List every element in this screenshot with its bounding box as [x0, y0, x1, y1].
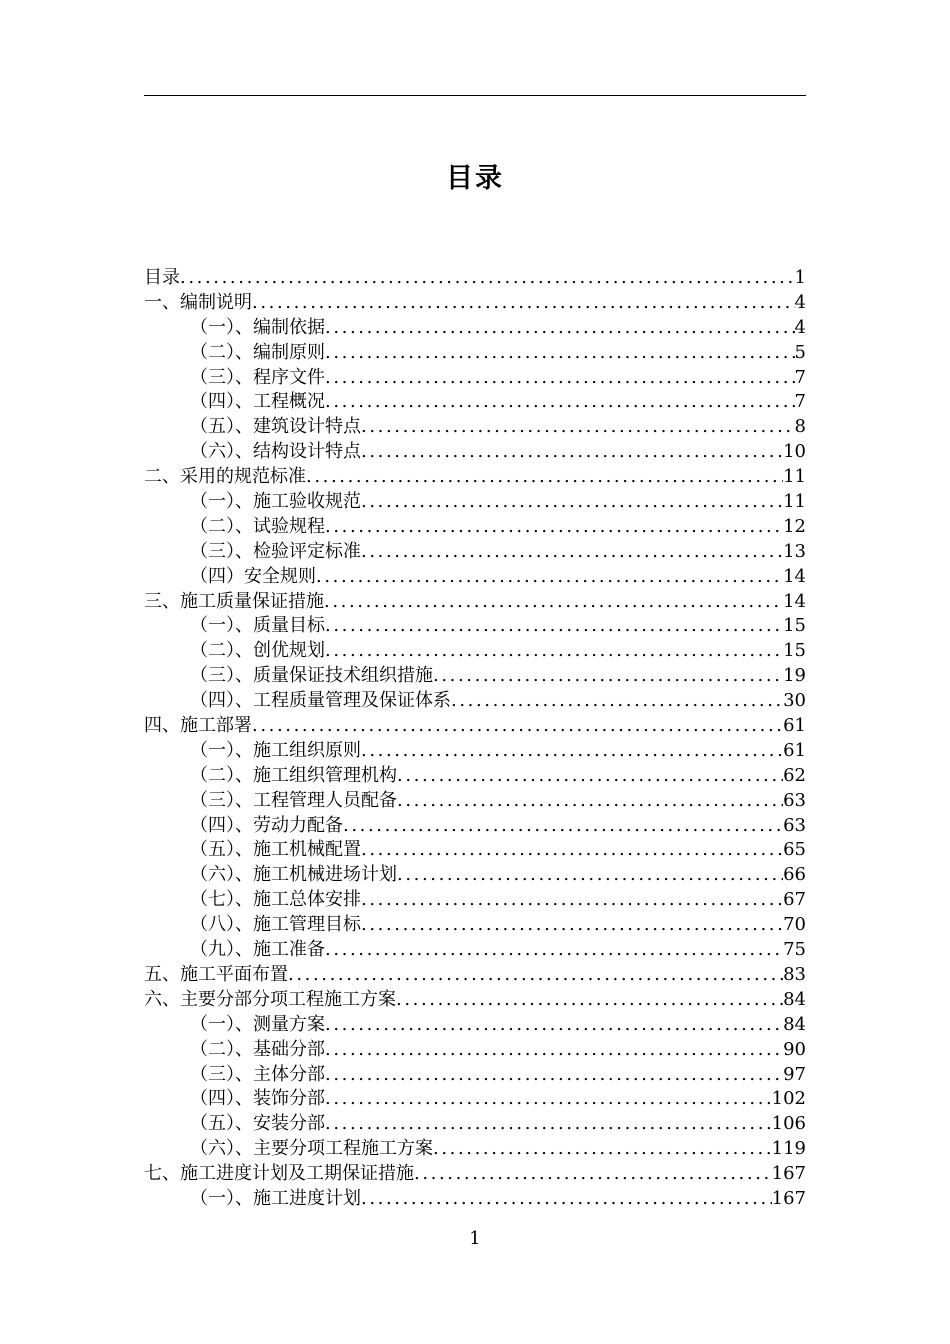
toc-entry-text: （七）、施工总体安排 — [190, 889, 361, 911]
toc-entry[interactable] — [144, 465, 806, 490]
toc-entry-text: （二）、施工组织管理机构 — [190, 764, 397, 786]
toc-entry[interactable] — [144, 291, 806, 316]
toc-entry[interactable] — [144, 938, 806, 963]
toc-entry-text: 七、施工进度计划及工期保证措施 — [144, 1163, 414, 1185]
toc-entry[interactable] — [144, 888, 806, 913]
toc-entry-page: 106 — [771, 1113, 806, 1135]
toc-entry-page: 70 — [783, 914, 806, 936]
toc-entry[interactable] — [144, 863, 806, 888]
toc-entry-text: （六）、结构设计特点 — [190, 441, 361, 463]
toc-entry-text: （三）、检验评定标准 — [190, 540, 361, 562]
toc-entry-text: （八）、施工管理目标 — [190, 914, 361, 936]
toc-entry[interactable] — [144, 590, 806, 615]
toc-entry[interactable] — [144, 714, 806, 739]
toc-entry[interactable] — [144, 639, 806, 664]
toc-dot-leader — [361, 540, 783, 565]
toc-entry-page: 167 — [771, 1163, 806, 1185]
toc-dot-leader — [397, 789, 783, 814]
toc-dot-leader — [325, 614, 783, 639]
toc-entry-page: 5 — [794, 341, 806, 363]
toc-entry-page: 30 — [783, 690, 806, 712]
toc-entry-text: （九）、施工准备 — [190, 939, 325, 961]
toc-entry[interactable] — [144, 1162, 806, 1187]
toc-entry-text: （二）、编制原则 — [190, 341, 325, 363]
toc-entry[interactable] — [144, 316, 806, 341]
toc-entry-text: （一）、编制依据 — [190, 316, 325, 338]
toc-entry-page: 90 — [783, 1038, 806, 1060]
toc-entry-page: 14 — [783, 590, 806, 612]
toc-entry-page: 11 — [783, 466, 806, 488]
toc-dot-leader — [361, 1187, 772, 1212]
toc-entry-text: （四）、劳动力配备 — [190, 814, 343, 836]
toc-dot-leader — [288, 963, 783, 988]
toc-entry[interactable] — [144, 739, 806, 764]
toc-entry-text: （二）、试验规程 — [190, 515, 325, 537]
toc-entry-page: 19 — [783, 665, 806, 687]
page-title: 目录 — [446, 163, 504, 194]
table-of-contents — [144, 266, 806, 1212]
header-rule — [144, 95, 806, 96]
toc-entry-text: （五）、建筑设计特点 — [190, 416, 361, 438]
toc-dot-leader — [325, 1038, 783, 1063]
toc-dot-leader — [324, 590, 783, 615]
toc-entry-text: （一）、测量方案 — [190, 1013, 325, 1035]
toc-entry-text: （五）、安装分部 — [190, 1113, 325, 1135]
toc-entry-page: 97 — [783, 1063, 806, 1085]
toc-entry-page: 61 — [783, 715, 806, 737]
toc-entry-page: 67 — [783, 889, 806, 911]
toc-dot-leader — [414, 1162, 772, 1187]
toc-entry[interactable] — [144, 764, 806, 789]
toc-dot-leader — [361, 838, 783, 863]
toc-dot-leader — [325, 1013, 783, 1038]
toc-entry-page: 1 — [794, 267, 806, 288]
toc-dot-leader — [325, 515, 783, 540]
toc-dot-leader — [343, 814, 783, 839]
toc-entry-text: 六、主要分部分项工程施工方案 — [144, 988, 396, 1010]
toc-entry-text: （三）、主体分部 — [190, 1063, 325, 1085]
toc-entry-page: 119 — [771, 1138, 806, 1160]
toc-entry-page: 10 — [783, 441, 806, 463]
toc-entry-page: 8 — [794, 416, 806, 438]
toc-entry-page: 63 — [783, 789, 806, 811]
toc-entry[interactable] — [144, 266, 806, 291]
toc-dot-leader — [361, 490, 783, 515]
toc-entry[interactable] — [144, 913, 806, 938]
toc-entry[interactable] — [144, 1137, 806, 1162]
toc-entry-text: 目录 — [144, 267, 180, 288]
toc-entry-page: 13 — [783, 540, 806, 562]
toc-entry-page: 83 — [783, 963, 806, 985]
toc-dot-leader — [180, 266, 795, 291]
page-number: 1 — [469, 1228, 481, 1249]
toc-dot-leader — [397, 863, 783, 888]
toc-entry[interactable] — [144, 540, 806, 565]
toc-dot-leader — [306, 465, 783, 490]
toc-dot-leader — [361, 913, 783, 938]
toc-dot-leader — [325, 366, 795, 391]
toc-entry[interactable] — [144, 664, 806, 689]
toc-dot-leader — [361, 739, 783, 764]
toc-entry-text: （四）、工程概况 — [190, 391, 325, 413]
toc-entry-text: （四）、工程质量管理及保证体系 — [190, 690, 451, 712]
toc-dot-leader — [397, 764, 783, 789]
toc-dot-leader — [433, 1137, 772, 1162]
toc-entry[interactable] — [144, 366, 806, 391]
toc-entry-text: （一）、施工进度计划 — [190, 1187, 361, 1209]
toc-dot-leader — [316, 565, 783, 590]
toc-entry-page: 62 — [783, 764, 806, 786]
toc-dot-leader — [433, 664, 783, 689]
toc-entry[interactable] — [144, 341, 806, 366]
toc-dot-leader — [325, 639, 783, 664]
toc-entry[interactable] — [144, 789, 806, 814]
toc-entry[interactable] — [144, 1038, 806, 1063]
toc-entry[interactable] — [144, 614, 806, 639]
toc-entry[interactable] — [144, 565, 806, 590]
toc-entry-text: （五）、施工机械配置 — [190, 839, 361, 861]
toc-entry[interactable] — [144, 988, 806, 1013]
toc-entry-page: 4 — [794, 291, 806, 313]
toc-entry-text: （二）、基础分部 — [190, 1038, 325, 1060]
toc-entry-page: 102 — [771, 1088, 806, 1110]
toc-entry-page: 61 — [783, 739, 806, 761]
toc-dot-leader — [325, 1087, 772, 1112]
toc-dot-leader — [361, 440, 783, 465]
toc-entry[interactable] — [144, 515, 806, 540]
toc-dot-leader — [252, 714, 783, 739]
toc-dot-leader — [361, 888, 783, 913]
toc-entry-text: （三）、工程管理人员配备 — [190, 789, 397, 811]
toc-entry-text: （三）、质量保证技术组织措施 — [190, 665, 433, 687]
toc-entry-page: 66 — [783, 864, 806, 886]
toc-dot-leader — [325, 341, 795, 366]
toc-entry-page: 84 — [783, 1013, 806, 1035]
toc-entry[interactable] — [144, 814, 806, 839]
toc-entry-page: 75 — [783, 939, 806, 961]
toc-entry-page: 14 — [783, 565, 806, 587]
toc-entry-page: 84 — [783, 988, 806, 1010]
toc-entry[interactable] — [144, 689, 806, 714]
toc-dot-leader — [325, 1063, 783, 1088]
toc-entry[interactable] — [144, 1063, 806, 1088]
toc-entry-text: 五、施工平面布置 — [144, 963, 288, 985]
toc-entry-text: 四、施工部署 — [144, 715, 252, 737]
toc-dot-leader — [451, 689, 783, 714]
toc-entry-page: 4 — [794, 316, 806, 338]
toc-dot-leader — [325, 316, 795, 341]
toc-entry-text: （一）、施工验收规范 — [190, 491, 361, 513]
toc-entry-text: （六）、主要分项工程施工方案 — [190, 1138, 433, 1160]
toc-entry[interactable] — [144, 390, 806, 415]
toc-dot-leader — [361, 415, 795, 440]
toc-entry-page: 15 — [783, 615, 806, 637]
toc-entry-page: 65 — [783, 839, 806, 861]
toc-entry-text: （四）安全规则 — [190, 565, 316, 587]
toc-entry[interactable] — [144, 1112, 806, 1137]
toc-entry[interactable] — [144, 415, 806, 440]
toc-dot-leader — [325, 1112, 772, 1137]
toc-entry-text: 一、编制说明 — [144, 291, 252, 313]
toc-entry-text: 三、施工质量保证措施 — [144, 590, 324, 612]
toc-dot-leader — [325, 390, 795, 415]
toc-entry[interactable] — [144, 1013, 806, 1038]
toc-entry-page: 7 — [794, 391, 806, 413]
toc-entry[interactable] — [144, 1087, 806, 1112]
toc-entry-text: （一）、施工组织原则 — [190, 739, 361, 761]
toc-entry-page: 11 — [783, 491, 806, 513]
toc-entry-text: （二）、创优规划 — [190, 640, 325, 662]
toc-entry[interactable] — [144, 1187, 806, 1212]
toc-dot-leader — [325, 938, 783, 963]
toc-entry[interactable] — [144, 838, 806, 863]
toc-dot-leader — [252, 291, 795, 316]
toc-entry-text: 二、采用的规范标准 — [144, 466, 306, 488]
toc-entry-text: （六）、施工机械进场计划 — [190, 864, 397, 886]
toc-entry-text: （四）、装饰分部 — [190, 1088, 325, 1110]
toc-entry-page: 167 — [771, 1187, 806, 1209]
toc-entry[interactable] — [144, 963, 806, 988]
toc-entry-page: 15 — [783, 640, 806, 662]
toc-entry-page: 12 — [783, 515, 806, 537]
toc-entry-text: （三）、程序文件 — [190, 366, 325, 388]
toc-entry-page: 7 — [794, 366, 806, 388]
toc-entry[interactable] — [144, 440, 806, 465]
toc-entry-page: 63 — [783, 814, 806, 836]
toc-entry[interactable] — [144, 490, 806, 515]
toc-entry-text: （一）、质量目标 — [190, 615, 325, 637]
toc-dot-leader — [396, 988, 783, 1013]
